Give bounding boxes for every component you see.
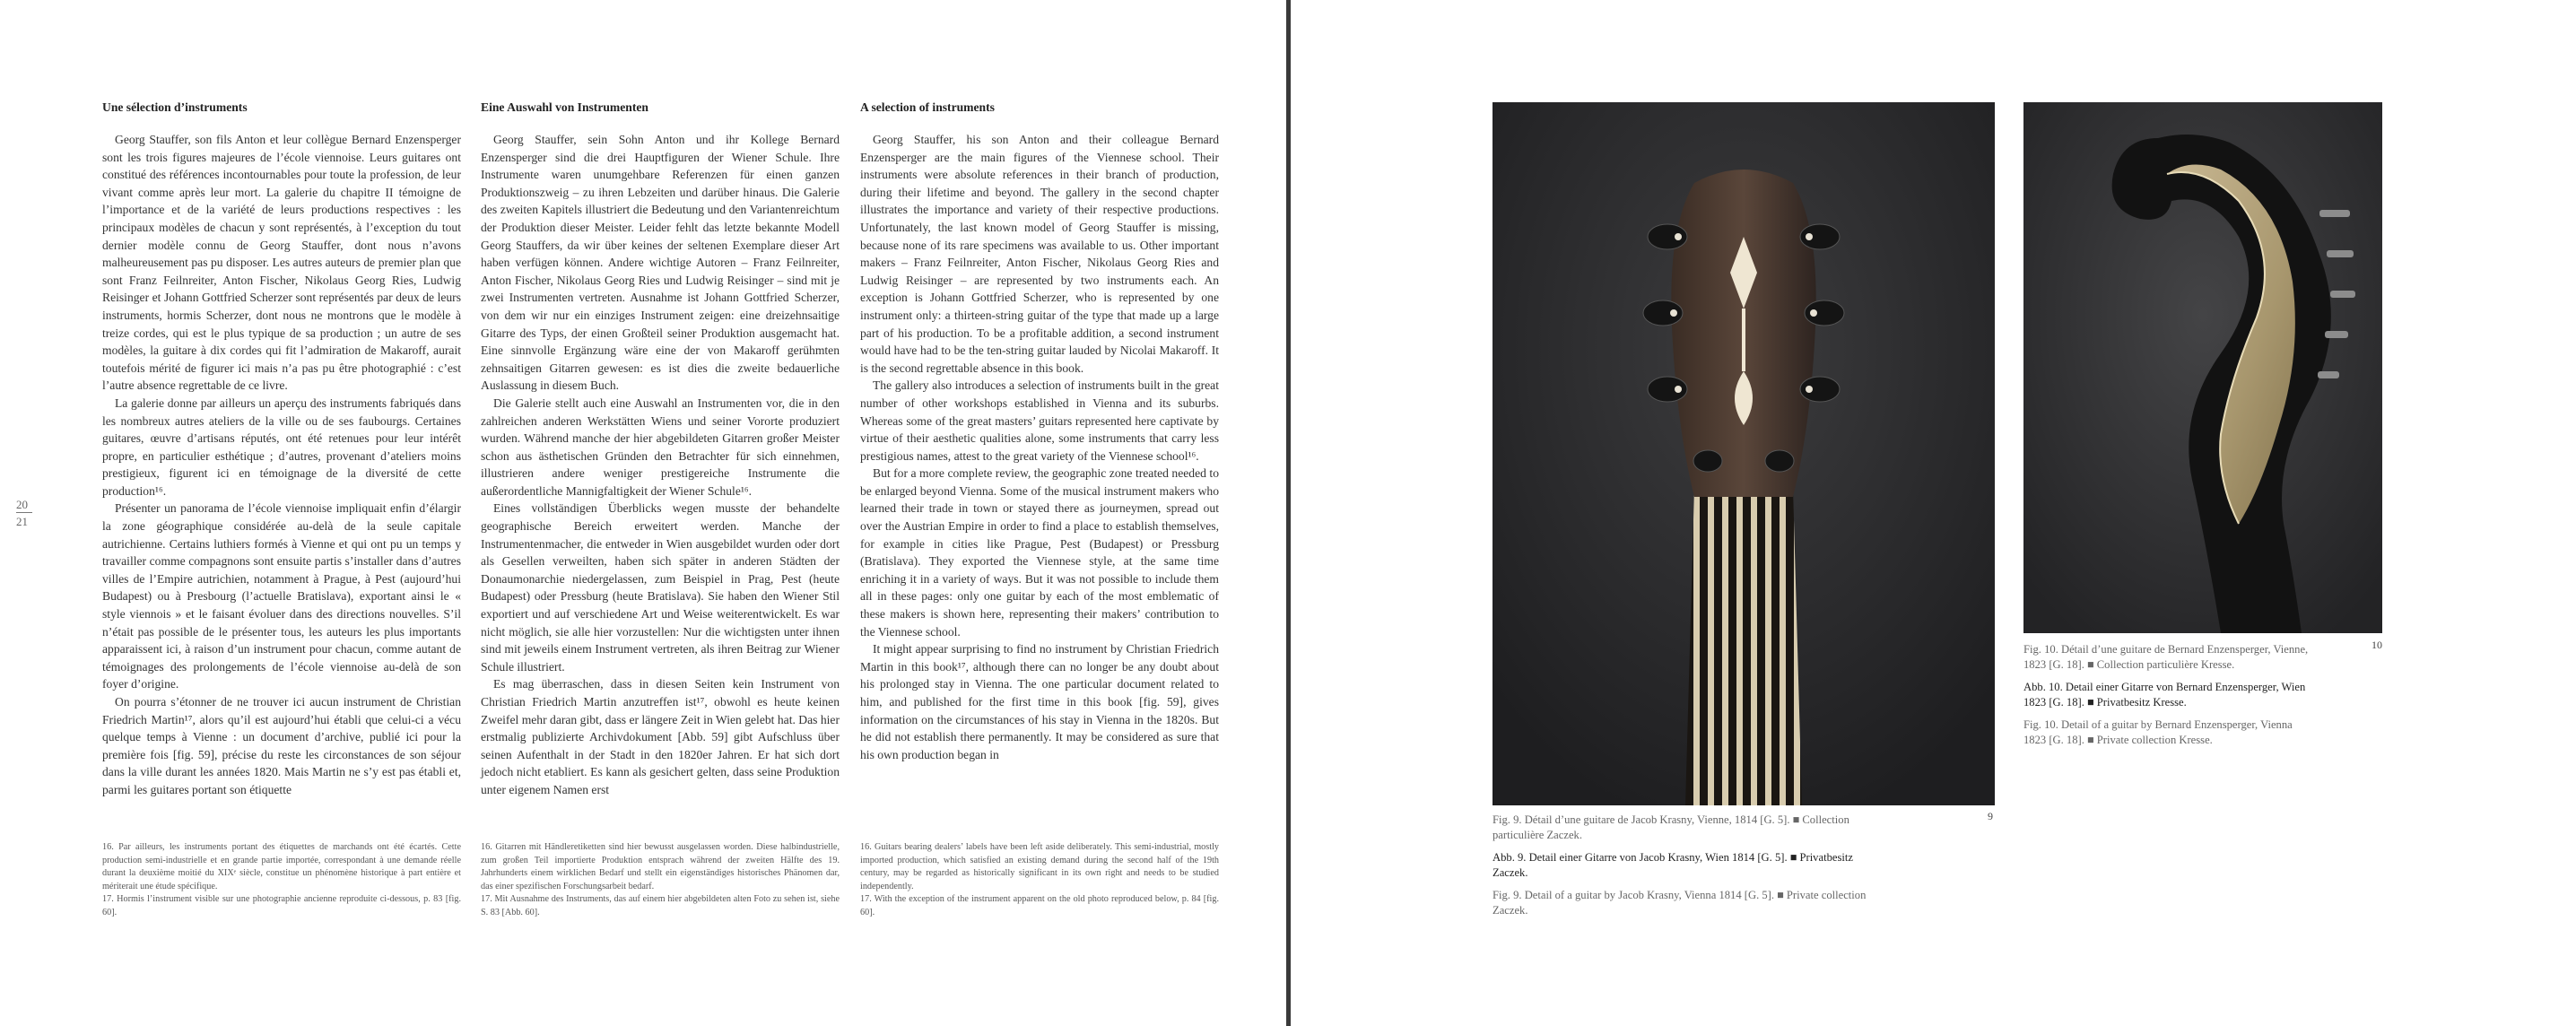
column-french [102, 100, 461, 799]
figure-9-captions [1493, 813, 1887, 926]
guitar-headstock-illustration [1493, 102, 1995, 805]
book-spine [1286, 0, 1291, 1026]
paragraph: Georg Stauffer, his son Anton and their colleague Bernard Enzensperger are the main figures of the Viennese school. Their instruments were absolute references in their branch of production, during their lifetime and beyond. The gallery in the second chapter illustrates the importance and variety of their respective productions. Unfortunately, the last known model of Georg Stauffer is missing, because none of its rare specimens was available to us. Other important makers – Franz Feilnreiter, Anton Fischer, Nikolaus Georg Ries and Ludwig Reisinger – are represented by two instruments each. An exception is Johann Gottfried Scherzer, who is represented by one instrument only: a thirteen-string guitar of the type that made up a large part of his production. To be a profitable addition, a second instrument would have had to be the ten-string guitar lauded by Nicolai Makaroff. It is the second regrettable absence in this book. [860, 133, 1219, 375]
paragraph: The gallery also introduces a selection of instruments built in the great number of other workshops established in Vienna and its suburbs. Whereas some of the great masters’ guitars represented here captivate by virtue of their aesthetic qualities alone, some instruments that carry less prestigious names, attest to the great variety of the Viennese school¹⁶. [860, 378, 1219, 463]
figure-number: 9 [1988, 810, 1993, 822]
figure-number: 10 [2371, 639, 2382, 651]
footnote: 17. Mit Ausnahme des Instruments, das auf einem hier abgebildeten alten Foto zu sehen ist, siehe S. 83 [Abb. 60]. [481, 894, 840, 917]
page-number-left: 20 [16, 498, 28, 511]
paragraph: It might appear surprising to find no instrument by Christian Friedrich Martin in this book¹⁷, although there can no longer be any doubt about his prolonged stay in Vienna. The one particular document related to him, and published for the first time in this book [fig. 59], gives information on the circumstances of his stay in Vienna in the 1820s. But he did not establish there permanently. It may be considered as sure that his own production began in [860, 642, 1219, 761]
column-heading: A selection of instruments [860, 100, 995, 114]
footnote: 16. Gitarren mit Händleretiketten sind hier bewusst ausgelassen worden. Diese halbindustrielle, zum großen Teil importierte Produktion entsprach während der zweiten Hälfte des 19. Jahrhunderts einem wirklichen Bedarf und stellt ein eigenständiges historisches Phänomen dar, das einer spezifischen Forschungsarbeit bedarf. [481, 842, 840, 891]
caption-fr: Fig. 10. Détail d’une guitare de Bernard Enzensperger, Vienne, 1823 [G. 18]. ■ Collection particulière Kresse. [2023, 643, 2309, 671]
caption-en: Fig. 9. Detail of a guitar by Jacob Krasny, Vienna 1814 [G. 5]. ■ Private collection Zaczek. [1493, 889, 1867, 917]
scroll-headstock-illustration [2023, 102, 2382, 633]
photo-guitar-headstock-krasny [1493, 102, 1995, 805]
caption-en: Fig. 10. Detail of a guitar by Bernard Enzensperger, Vienna 1823 [G. 18]. ■ Private collection Kresse. [2023, 718, 2293, 746]
footnote: 16. Guitars bearing dealers’ labels have been left aside deliberately. This semi-industrial, mostly imported production, which satisfied an existing demand during the second half of the 19th century, may be regarded as historically significant in its own right and needs to be studied independently. [860, 842, 1219, 891]
footnote: 17. With the exception of the instrument apparent on the old photo reproduced below, p. 84 [fig. 60]. [860, 894, 1219, 917]
footnotes-german [481, 841, 840, 920]
footnotes-french [102, 841, 461, 920]
caption-de: Abb. 10. Detail einer Gitarre von Bernard Enzensperger, Wien 1823 [G. 18]. ■ Privatbesitz Kresse. [2023, 681, 2306, 709]
paragraph: La galerie donne par ailleurs un aperçu des instruments fabriqués dans les nombreux autres ateliers de la ville ou de ses faubourgs. Certaines guitares, œuvre d’artisans réputés, ont été retenues pour leur intérêt propre, en particulier esthétique ; d’autres, provenant d’ateliers moins prestigieux, figurent ici en témoignage de la diversité de cette production¹⁶. [102, 396, 461, 498]
paragraph: But for a more complete review, the geographic zone treated needed to be enlarged beyond Vienna. Some of the musical instrument makers who learned their trade in town or stayed there as journeymen, spread out over the Austrian Empire in order to find a place to establish themselves, for example in cities like Prague, Pest (Budapest) or Pressburg (Bratislava). They exported the Viennese style, at the same time enriching it in a variety of ways. But it was not possible to include them all in these pages: only one guitar by each of the most emblematic of these makers is shown here, representing their makers’ contribution to the Viennese school. [860, 466, 1219, 639]
column-english [860, 100, 1219, 763]
paragraph: Georg Stauffer, son fils Anton et leur collègue Bernard Enzensperger sont les trois figures majeures de l’école viennoise. Leurs guitares ont constitué des références incontournables pour toute la profession, de leur vivant comme après leur mort. La galerie du chapitre II témoigne de l’importance et de la variété de leurs productions respectives : les principaux modèles de chacun y sont représentés, à l’exception du tout dernier modèle connu de Georg Stauffer, dont nous n’avons malheureusement pas pu disposer. Les autres auteurs de premier plan que sont Franz Feilnreiter, Anton Fischer, Nikolaus Georg Ries, Ludwig Reisinger et Johann Gottfried Scherzer sont représentés par deux de leurs instruments, hormis Scherzer, dont nous ne montrons que le modèle à treize cordes, qui est le plus typique de sa production ; un autre de ses modèles, la guitare à dix cordes qui fit l’admiration de Makaroff, aurait toutefois mérité de figurer ici mais n’a pas pu être photographié : c’est l’autre absence regrettable de ce livre. [102, 133, 461, 393]
paragraph: Eines vollständigen Überblicks wegen musste der behandelte geographische Bereich erweitert werden. Manche der Instrumentenmacher, die entweder in Wien ausgebildet wurden oder dort als Gesellen verweilten, haben sich später in anderen Städten der Donaumonarchie niedergelassen, zum Beispiel in Prag, Pest (heute Budapest) oder Pressburg (heute Bratislava). Sie haben den Wiener Stil exportiert und auf verschiedene Art und Weise weiterentwickelt. Es war nicht möglich, sie alle hier vorzustellen: Nur die wichtigsten unter ihnen sind mit jeweils einem Instrument vertreten, als ihren Beitrag zur Wiener Schule illustriert. [481, 501, 840, 674]
footnote: 16. Par ailleurs, les instruments portant des étiquettes de marchands ont été écartés. Cette production semi-industrielle et en grande partie importée, correspondant à une demande réelle durant la deuxième moitié du XIXᵉ siècle, constitue un phénomène historique à part entière et mériterait une étude spécifique. [102, 842, 461, 891]
paragraph: Présenter un panorama de l’école viennoise impliquait enfin d’élargir la zone géographique considérée au-delà de la seule capitale autrichienne. Certains luthiers formés à Vienne et qui ont pu un temps y travailler comme compagnons sont ensuite partis s’installer dans d’autres villes de l’Empire autrichien, notamment à Prague, à Pest (aujourd’hui Budapest) ou à Presbourg (l’actuelle Bratislava), exportant ainsi le « style viennois » et le faisant évoluer dans des directions nouvelles. S’il n’était pas possible de le présenter tous, les auteurs les plus importants apparaissent ici, à raison d’un instrument pour chacun, comme autant de témoignages des prolongements de l’école viennoise au-delà de son foyer d’origine. [102, 501, 461, 691]
footnote: 17. Hormis l’instrument visible sur une photographie ancienne reproduite ci-dessous, p. 83 [fig. 60]. [102, 894, 461, 917]
caption-fr: Fig. 9. Détail d’une guitare de Jacob Krasny, Vienne, 1814 [G. 5]. ■ Collection particulière Zaczek. [1493, 813, 1849, 841]
column-heading: Eine Auswahl von Instrumenten [481, 100, 648, 114]
footnotes-english [860, 841, 1219, 920]
caption-de: Abb. 9. Detail einer Gitarre von Jacob Krasny, Wien 1814 [G. 5]. ■ Privatbesitz Zaczek. [1493, 851, 1853, 879]
paragraph: On pourra s’étonner de ne trouver ici aucun instrument de Christian Friedrich Martin¹⁷, alors qu’il est aujourd’hui établi que celui-ci a vécu quelque temps à Vienne : un document d’archive, publié ici pour la première fois [fig. 59], précise du reste les circonstances de son séjour dans la ville durant les années 1820. Mais Martin ne s’y est pas établi et, parmi les guitares portant son étiquette [102, 695, 461, 796]
page-number-divider [16, 512, 32, 513]
column-german [481, 100, 840, 799]
paragraph: Georg Stauffer, sein Sohn Anton und ihr Kollege Bernard Enzensperger sind die drei Hauptfiguren der Wiener Schule. Ihre Instrumente waren unumgehbare Referenzen für einen ganzen Produktionszweig – zu ihren Lebzeiten und darüber hinaus. Die Galerie des zweiten Kapitels illustriert die Bedeutung und den Variantenreichtum der Produktion dieser Meister. Leider fehlt das letzte bekannte Modell Georg Stauffers, da wir über keines der seltenen Exemplare dieser Art haben verfügen können. Andere wichtige Autoren – Franz Feilnreiter, Anton Fischer, Nikolaus Georg Ries und Ludwig Reisinger – sind mit je zwei Instrumenten vertreten. Ausnahme ist Johann Gottfried Scherzer, von dem wir nur ein einziges Instrument zeigen: eine dreizehnsaitige Gitarre des Typs, der einen Großteil seiner Produktion ausgemacht hat. Eine sinnvolle Ergänzung wäre eine der von Makaroff gerühmten zehnsaitigen Gitarren gewesen: es ist dies die zweite bedauerliche Auslassung in diesem Buch. [481, 133, 840, 393]
paragraph: Die Galerie stellt auch eine Auswahl an Instrumenten vor, die in den zahlreichen anderen Werkstätten Wiens und seiner Vororte produziert wurden. Während manche der hier abgebildeten Gitarren großer Meister schon aus ästhetischen Gründen den Betrachter für sich einnehmen, illustrieren andere weniger prestigereiche Instrumente die außerordentliche Mannigfaltigkeit der Wiener Schule¹⁶. [481, 396, 840, 498]
figure-10-captions [2023, 642, 2311, 755]
paragraph: Es mag überraschen, dass in diesen Seiten kein Instrument von Christian Friedrich Martin anzutreffen ist¹⁷, obwohl es heute keinen Zweifel mehr daran gibt, dass er längere Zeit in Wien gelebt hat. Das hier erstmalig publizierte Archivdokument [Abb. 59] gibt Aufschluss über seinen Aufenthalt in der Stadt in den 1820er Jahren. Er hat sich dort jedoch nicht etabliert. Es kann als gesichert gelten, dass seine Produktion unter eigenem Namen erst [481, 677, 840, 796]
column-heading: Une sélection d’instruments [102, 100, 248, 114]
page-number-right: 21 [16, 515, 28, 528]
photo-guitar-headstock-enzensperger [2023, 102, 2382, 633]
